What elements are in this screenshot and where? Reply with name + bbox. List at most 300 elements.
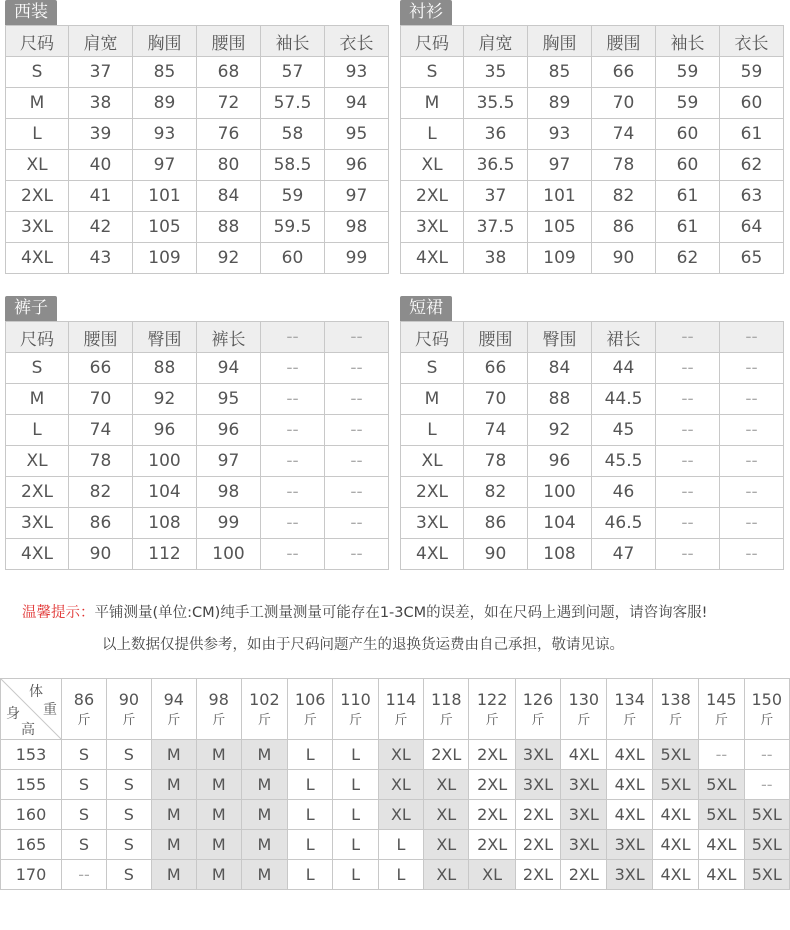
recommended-size-cell: 4XL (607, 770, 652, 800)
measurement-cell: -- (720, 353, 784, 384)
recommended-size-cell: 5XL (744, 830, 789, 860)
table-row (401, 119, 784, 150)
measurement-cell: 36.5 (464, 150, 528, 181)
measurement-cell: 45 (592, 415, 656, 446)
recommended-size-cell: 4XL (699, 860, 744, 890)
measurement-cell: 101 (133, 181, 197, 212)
recommended-size-cell: L (288, 860, 333, 890)
recommended-size-cell: S (106, 740, 151, 770)
header-cell: 尺码 (401, 322, 464, 353)
header-cell: -- (261, 322, 325, 353)
measurement-cell: 88 (197, 212, 261, 243)
measurement-cell: 90 (592, 243, 656, 274)
table-row (401, 508, 784, 539)
pants-size-table (5, 296, 389, 570)
measurement-cell: 93 (325, 57, 389, 88)
size-label-cell: 2XL (401, 181, 464, 212)
measurement-cell: 97 (133, 150, 197, 181)
size-label-cell: M (401, 384, 464, 415)
measurement-cell: -- (656, 477, 720, 508)
table-row (401, 243, 784, 274)
measurement-cell: 60 (656, 150, 720, 181)
recommended-size-cell: S (106, 830, 151, 860)
recommended-size-cell: XL (424, 830, 469, 860)
measurement-cell: 62 (720, 150, 784, 181)
measurement-cell: 96 (197, 415, 261, 446)
measurement-cell: 66 (464, 353, 528, 384)
measurement-cell: 45.5 (592, 446, 656, 477)
size-label-cell: 3XL (6, 212, 69, 243)
weight-value: 90 (118, 689, 140, 709)
measurement-cell: -- (325, 508, 389, 539)
measurement-cell: 99 (197, 508, 261, 539)
recommended-size-cell: 2XL (469, 830, 515, 860)
weight-header-cell (378, 679, 423, 740)
recommended-size-cell: 5XL (699, 770, 744, 800)
table-row (6, 508, 389, 539)
measurement-cell: 44.5 (592, 384, 656, 415)
measurement-cell: 108 (528, 539, 592, 570)
measurement-cell: 95 (325, 119, 389, 150)
weight-value: 134 (614, 689, 645, 709)
height-row (1, 860, 790, 890)
measurement-cell: 90 (69, 539, 133, 570)
measurement-cell: 88 (133, 353, 197, 384)
measurement-cell: 98 (197, 477, 261, 508)
recommended-size-cell: 3XL (607, 830, 652, 860)
table-row (401, 212, 784, 243)
measurement-cell: 60 (720, 88, 784, 119)
measurement-cell: 59 (261, 181, 325, 212)
header-cell: 臀围 (528, 322, 592, 353)
measurement-cell: 86 (69, 508, 133, 539)
recommended-size-cell: 2XL (424, 740, 469, 770)
recommended-size-cell: 2XL (515, 860, 560, 890)
measurement-cell: 43 (69, 243, 133, 274)
measurement-cell: 68 (197, 57, 261, 88)
recommended-size-cell: S (62, 830, 107, 860)
measurement-cell: 80 (197, 150, 261, 181)
measurement-cell: 42 (69, 212, 133, 243)
recommended-size-cell: 2XL (561, 860, 607, 890)
recommended-size-cell: 4XL (699, 830, 744, 860)
recommended-size-cell: -- (699, 740, 744, 770)
weight-value: 130 (568, 689, 600, 709)
recommended-size-cell: 3XL (515, 770, 560, 800)
weight-unit: 斤 (212, 712, 226, 728)
weight-unit: 斤 (577, 712, 591, 728)
recommended-size-cell: 4XL (652, 830, 698, 860)
measurement-cell: -- (261, 446, 325, 477)
weight-unit: 斤 (257, 712, 271, 728)
measurement-cell: 62 (656, 243, 720, 274)
header-row (6, 26, 389, 57)
size-label-cell: S (401, 57, 464, 88)
recommended-size-cell: L (333, 770, 378, 800)
measurement-cell: 61 (656, 212, 720, 243)
measurement-cell: 92 (528, 415, 592, 446)
header-cell: 裤长 (197, 322, 261, 353)
measurement-cell: 88 (528, 384, 592, 415)
table-row (6, 212, 389, 243)
recommended-size-cell: L (333, 860, 378, 890)
measurement-cell: 84 (528, 353, 592, 384)
weight-header-cell (607, 679, 652, 740)
recommended-size-cell: L (288, 740, 333, 770)
header-cell: 肩宽 (464, 26, 528, 57)
measurement-cell: -- (720, 446, 784, 477)
size-label-cell: S (6, 57, 69, 88)
recommended-size-cell: M (196, 800, 241, 830)
weight-header-cell (561, 679, 607, 740)
measurement-cell: 82 (592, 181, 656, 212)
weight-unit: 斤 (77, 712, 91, 728)
recommended-size-cell: S (106, 860, 151, 890)
weight-header-row (1, 679, 790, 740)
measurement-cell: 96 (325, 150, 389, 181)
measurement-cell: -- (325, 477, 389, 508)
measurement-cell: 37 (464, 181, 528, 212)
weight-unit: 斤 (531, 712, 545, 728)
recommended-size-cell: -- (744, 770, 789, 800)
weight-header-cell (288, 679, 333, 740)
table-row (401, 88, 784, 119)
measurement-cell: 109 (528, 243, 592, 274)
recommended-size-cell: XL (424, 770, 469, 800)
header-cell: 胸围 (528, 26, 592, 57)
measurement-cell: 74 (592, 119, 656, 150)
recommended-size-cell: L (288, 800, 333, 830)
measurement-cell: 92 (133, 384, 197, 415)
size-grid (400, 25, 784, 274)
measurement-cell: -- (261, 415, 325, 446)
measurement-cell: 61 (720, 119, 784, 150)
corner-label-weight-1: 体 (29, 684, 43, 700)
recommended-size-cell: S (62, 740, 107, 770)
weight-value: 138 (660, 689, 691, 709)
size-label-cell: L (6, 415, 69, 446)
measurement-cell: 57 (261, 57, 325, 88)
measurement-cell: 78 (69, 446, 133, 477)
measurement-cell: 63 (720, 181, 784, 212)
table-row (401, 415, 784, 446)
recommended-size-cell: M (241, 830, 287, 860)
height-cell: 153 (1, 740, 62, 770)
measurement-cell: 93 (133, 119, 197, 150)
weight-value: 150 (751, 689, 783, 709)
measurement-cell: 104 (133, 477, 197, 508)
recommended-size-cell: 2XL (515, 800, 560, 830)
recommended-size-cell: L (378, 830, 423, 860)
measurement-cell: -- (656, 384, 720, 415)
size-label-cell: 4XL (6, 539, 69, 570)
header-row (401, 322, 784, 353)
measurement-cell: 85 (133, 57, 197, 88)
weight-header-cell (469, 679, 515, 740)
table-row (401, 150, 784, 181)
header-cell: 肩宽 (69, 26, 133, 57)
weight-unit: 斤 (623, 712, 637, 728)
recommended-size-cell: M (241, 770, 287, 800)
measurement-cell: 76 (197, 119, 261, 150)
table-title-tag: 西装 (5, 0, 57, 25)
height-weight-size-table (0, 678, 790, 890)
weight-header-cell (515, 679, 560, 740)
measurement-cell: -- (720, 477, 784, 508)
table-title-tag: 衬衫 (400, 0, 452, 25)
header-cell: -- (325, 322, 389, 353)
size-label-cell: L (6, 119, 69, 150)
measurement-cell: 37.5 (464, 212, 528, 243)
weight-header-cell (424, 679, 469, 740)
recommended-size-cell: 5XL (744, 800, 789, 830)
measurement-cell: 66 (592, 57, 656, 88)
table-row (6, 384, 389, 415)
notes-label: 温馨提示： (22, 605, 95, 621)
measurement-cell: -- (261, 508, 325, 539)
skirt-size-table (400, 296, 784, 570)
height-cell: 170 (1, 860, 62, 890)
measurement-cell: 95 (197, 384, 261, 415)
size-grid (5, 25, 389, 274)
size-label-cell: M (6, 384, 69, 415)
weight-header-cell (652, 679, 698, 740)
weight-value: 126 (522, 689, 554, 709)
recommended-size-cell: L (333, 800, 378, 830)
header-cell: 腰围 (197, 26, 261, 57)
measurement-cell: 40 (69, 150, 133, 181)
measurement-cell: 46 (592, 477, 656, 508)
measurement-cell: 90 (464, 539, 528, 570)
table-row (6, 243, 389, 274)
height-cell: 155 (1, 770, 62, 800)
recommended-size-cell: 3XL (515, 740, 560, 770)
measurement-cell: -- (720, 508, 784, 539)
recommended-size-cell: 3XL (561, 770, 607, 800)
recommended-size-cell: XL (378, 800, 423, 830)
size-label-cell: L (401, 119, 464, 150)
size-label-cell: S (401, 353, 464, 384)
table-row (6, 446, 389, 477)
corner-cell (1, 679, 62, 740)
recommended-size-cell: 4XL (561, 740, 607, 770)
header-cell: 衣长 (720, 26, 784, 57)
measurement-cell: -- (720, 539, 784, 570)
size-label-cell: 2XL (401, 477, 464, 508)
recommended-size-cell: S (62, 770, 107, 800)
measurement-cell: -- (325, 384, 389, 415)
notes-line-2: 以上数据仅提供参考，如由于尺码问题产生的退换货运费由自己承担，敬请见谅。 (102, 637, 624, 653)
measurement-cell: -- (261, 384, 325, 415)
weight-unit: 斤 (760, 712, 774, 728)
measurement-cell: 38 (69, 88, 133, 119)
weight-value: 118 (431, 689, 462, 709)
weight-header-cell (106, 679, 151, 740)
measurement-cell: -- (656, 353, 720, 384)
recommended-size-cell: 4XL (652, 860, 698, 890)
recommended-size-cell: 2XL (469, 800, 515, 830)
measurement-cell: 66 (69, 353, 133, 384)
measurement-cell: 38 (464, 243, 528, 274)
measurement-cell: 92 (197, 243, 261, 274)
measurement-cell: -- (656, 446, 720, 477)
measurement-cell: -- (261, 353, 325, 384)
table-row (6, 150, 389, 181)
table-row (6, 119, 389, 150)
weight-unit: 斤 (349, 712, 363, 728)
size-label-cell: 2XL (6, 181, 69, 212)
size-label-cell: XL (6, 150, 69, 181)
measurement-cell: -- (325, 446, 389, 477)
recommended-size-cell: M (196, 860, 241, 890)
measurement-cell: 61 (656, 181, 720, 212)
suit-size-table (5, 0, 389, 274)
measurement-cell: 96 (133, 415, 197, 446)
size-label-cell: M (6, 88, 69, 119)
recommended-size-cell: 4XL (607, 740, 652, 770)
header-cell: 衣长 (325, 26, 389, 57)
table-row (6, 539, 389, 570)
measurement-cell: 105 (528, 212, 592, 243)
recommended-size-cell: 3XL (607, 860, 652, 890)
measurement-cell: 72 (197, 88, 261, 119)
weight-unit: 斤 (394, 712, 408, 728)
recommended-size-cell: M (151, 770, 196, 800)
measurement-cell: 104 (528, 508, 592, 539)
measurement-cell: 84 (197, 181, 261, 212)
recommended-size-cell: 5XL (652, 770, 698, 800)
size-label-cell: XL (6, 446, 69, 477)
header-cell: 腰围 (592, 26, 656, 57)
measurement-cell: 112 (133, 539, 197, 570)
height-cell: 165 (1, 830, 62, 860)
measurement-cell: 46.5 (592, 508, 656, 539)
size-label-cell: 3XL (6, 508, 69, 539)
weight-header-cell (333, 679, 378, 740)
measurement-cell: 35 (464, 57, 528, 88)
size-label-cell: S (6, 353, 69, 384)
corner-label-height-1: 身 (6, 706, 20, 722)
measurement-cell: 101 (528, 181, 592, 212)
weight-value: 98 (208, 689, 229, 709)
recommended-size-cell: XL (469, 860, 515, 890)
recommended-size-cell: 3XL (561, 830, 607, 860)
header-cell: 腰围 (69, 322, 133, 353)
measurement-cell: 97 (197, 446, 261, 477)
measurement-cell: 86 (464, 508, 528, 539)
recommended-size-cell: M (196, 830, 241, 860)
weight-value: 86 (73, 689, 95, 709)
measurement-cell: 58.5 (261, 150, 325, 181)
measurement-cell: -- (261, 539, 325, 570)
recommended-size-cell: -- (744, 740, 789, 770)
header-cell: 裙长 (592, 322, 656, 353)
header-row (6, 322, 389, 353)
table-row (6, 477, 389, 508)
measurement-cell: -- (720, 384, 784, 415)
measurement-cell: 82 (69, 477, 133, 508)
recommended-size-cell: M (241, 740, 287, 770)
measurement-cell: 96 (528, 446, 592, 477)
size-label-cell: L (401, 415, 464, 446)
measurement-cell: -- (261, 477, 325, 508)
measurement-cell: 98 (325, 212, 389, 243)
measurement-cell: 100 (528, 477, 592, 508)
header-cell: -- (656, 322, 720, 353)
recommended-size-cell: M (151, 800, 196, 830)
recommended-size-cell: S (62, 800, 107, 830)
measurement-cell: 78 (592, 150, 656, 181)
measurement-cell: 70 (592, 88, 656, 119)
recommended-size-cell: M (151, 830, 196, 860)
recommended-size-cell: S (106, 770, 151, 800)
header-cell: 尺码 (401, 26, 464, 57)
table-row (6, 88, 389, 119)
measurement-cell: 70 (69, 384, 133, 415)
recommended-size-cell: L (288, 830, 333, 860)
weight-value: 110 (340, 689, 371, 709)
table-row (6, 415, 389, 446)
table-row (401, 57, 784, 88)
recommended-size-cell: M (196, 740, 241, 770)
header-cell: 腰围 (464, 322, 528, 353)
header-cell: 袖长 (656, 26, 720, 57)
measurement-cell: 59 (656, 57, 720, 88)
size-label-cell: XL (401, 446, 464, 477)
weight-unit: 斤 (303, 712, 317, 728)
measurement-cell: 65 (720, 243, 784, 274)
weight-value: 106 (294, 689, 326, 709)
weight-value: 102 (249, 689, 280, 709)
table-row (401, 181, 784, 212)
recommended-size-cell: XL (378, 740, 423, 770)
measurement-cell: 93 (528, 119, 592, 150)
weight-header-cell (151, 679, 196, 740)
recommended-size-cell: 4XL (652, 800, 698, 830)
measurement-cell: 59 (656, 88, 720, 119)
measurement-cell: -- (720, 415, 784, 446)
shirt-size-table (400, 0, 784, 274)
weight-header-cell (699, 679, 744, 740)
height-row (1, 800, 790, 830)
header-row (401, 26, 784, 57)
measurement-cell: 94 (197, 353, 261, 384)
measurement-cell: 41 (69, 181, 133, 212)
recommended-size-cell: M (151, 860, 196, 890)
recommended-size-cell: L (333, 740, 378, 770)
measurement-cell: 78 (464, 446, 528, 477)
table-title-tag: 裤子 (5, 296, 57, 321)
measurement-cell: 64 (720, 212, 784, 243)
recommended-size-cell: 3XL (561, 800, 607, 830)
height-row (1, 830, 790, 860)
measurement-cell: 35.5 (464, 88, 528, 119)
weight-header-cell (62, 679, 107, 740)
measurement-cell: -- (656, 539, 720, 570)
measurement-cell: 36 (464, 119, 528, 150)
size-label-cell: 3XL (401, 212, 464, 243)
measurement-cell: 82 (464, 477, 528, 508)
measurement-cell: 99 (325, 243, 389, 274)
size-notes (22, 600, 707, 658)
measurement-cell: 60 (656, 119, 720, 150)
header-cell: 臀围 (133, 322, 197, 353)
size-label-cell: 4XL (401, 243, 464, 274)
size-grid (5, 321, 389, 570)
header-cell: 胸围 (133, 26, 197, 57)
measurement-cell: -- (656, 508, 720, 539)
table-row (6, 57, 389, 88)
